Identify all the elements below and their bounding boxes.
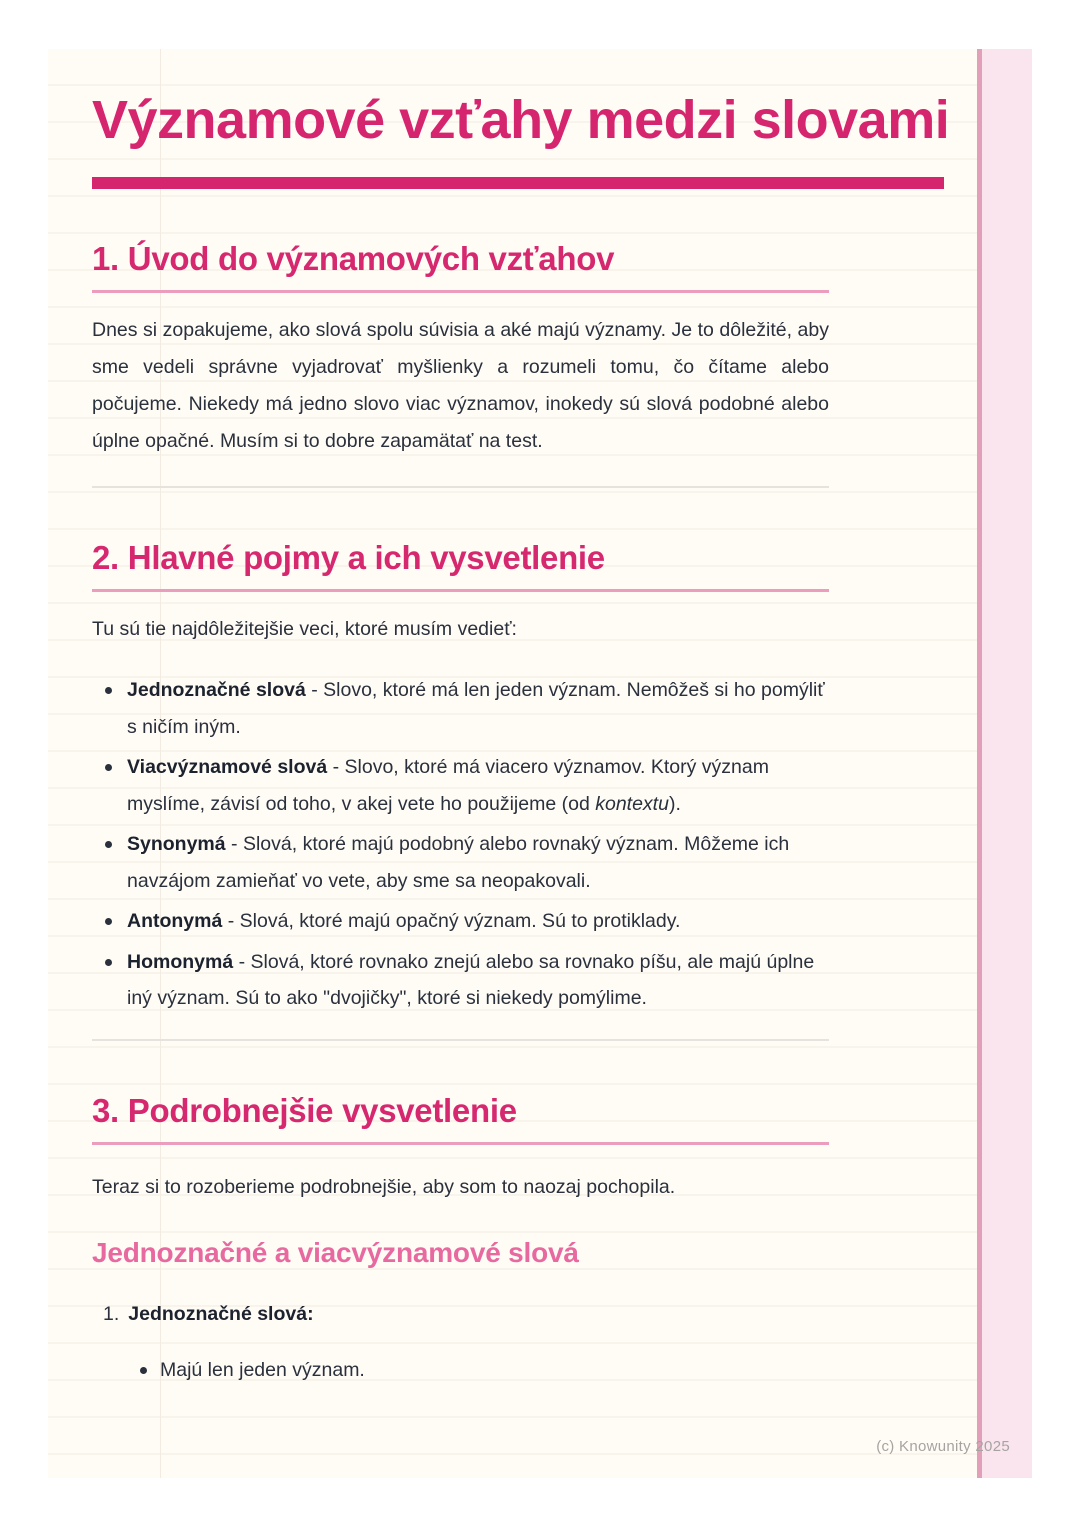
term-description: - Slová, ktoré majú opačný význam. Sú to protiklady.: [222, 910, 681, 932]
term-label: Synonymá: [127, 833, 226, 855]
page-edge-strip: [977, 49, 1032, 1478]
section-2-heading: 2. Hlavné pojmy a ich vysvetlenie: [92, 539, 605, 576]
section-details: [92, 1088, 977, 1389]
bullet-icon: [105, 959, 112, 966]
term-label: Jednoznačné slová: [127, 679, 306, 701]
list-item-viacvyznamove: [92, 749, 829, 822]
section-1-paragraph: Dnes si zopakujeme, ako slová spolu súvisia a aké majú významy. Je to dôležité, aby sme vedeli správne vyjadrovať myšlienky a rozumeli tomu, čo čítame alebo počujeme. Niekedy má jedno slovo viac významov, inokedy sú slová podobné alebo úplne opačné. Musím si to dobre zapamätať na test.: [92, 319, 829, 452]
section-divider: [92, 1039, 829, 1041]
list-item-jednoznacne: [92, 672, 829, 745]
numbered-item: [92, 1296, 829, 1333]
section-3-heading: 3. Podrobnejšie vysvetlenie: [92, 1091, 517, 1129]
section-1-heading: 1. Úvod do významových vzťahov: [92, 240, 615, 277]
section-2-underline: [92, 589, 829, 592]
term-italic-word: kontextu: [595, 792, 669, 815]
item-label: Jednoznačné slová:: [128, 1302, 314, 1325]
section-3-intro: Teraz si to rozoberieme podrobnejšie, aby som to naozaj pochopila.: [92, 1175, 676, 1198]
bullet-icon: [105, 687, 112, 694]
bullet-icon: [105, 918, 112, 925]
list-item-synonyma: [92, 826, 829, 899]
section-divider: [92, 486, 829, 488]
term-description-end: ).: [668, 792, 681, 815]
item-number: 1.: [103, 1302, 120, 1325]
notes-page: [48, 49, 1032, 1478]
term-description: - Slová, ktoré majú podobný alebo rovnaký význam. Môžeme ich navzájom zamieňať vo vete, aby sme sa neopakovali.: [127, 833, 790, 892]
section-2-intro: Tu sú tie najdôležitejšie veci, ktoré musím vedieť:: [92, 618, 517, 640]
term-label: Homonymá: [127, 950, 234, 973]
term-description: - Slová, ktoré rovnako znejú alebo sa rovnako píšu, ale majú úplne iný význam. Sú to ako "dvojičky", ktoré si niekedy pomýlime.: [127, 950, 815, 1009]
term-label: Viacvýznamové slová: [127, 756, 328, 778]
subsection-heading: Jednoznačné a viacvýznamové slová: [92, 1236, 579, 1268]
paper-sheet: [48, 49, 977, 1478]
bullet-icon: [105, 841, 112, 848]
document-content: [48, 49, 977, 1389]
section-main-terms: [92, 535, 977, 1017]
section-3-underline: [92, 1142, 829, 1145]
list-item-homonyma: [92, 944, 829, 1017]
bullet-icon: [105, 764, 112, 771]
bullet-icon: [140, 1367, 147, 1374]
section-intro: [92, 236, 977, 460]
term-description: - Slovo, ktoré má len jeden význam. Nemôžeš si ho pomýliť s ničím iným.: [127, 679, 825, 738]
sub-bullet-text: Majú len jeden význam.: [160, 1359, 365, 1381]
term-label: Antonymá: [127, 910, 223, 932]
page-title: Významové vzťahy medzi slovami: [92, 90, 950, 150]
title-divider: [92, 177, 944, 189]
term-description: - Slovo, ktoré má viacero významov. Ktorý význam myslíme, závisí od toho, v akej vete ho použijeme (od: [127, 756, 769, 815]
copyright-watermark: (c) Knowunity 2025: [876, 1438, 1010, 1455]
section-1-underline: [92, 290, 829, 293]
list-item-antonyma: [92, 903, 829, 940]
sub-list-item: [92, 1352, 829, 1389]
term-list: [92, 672, 829, 1017]
